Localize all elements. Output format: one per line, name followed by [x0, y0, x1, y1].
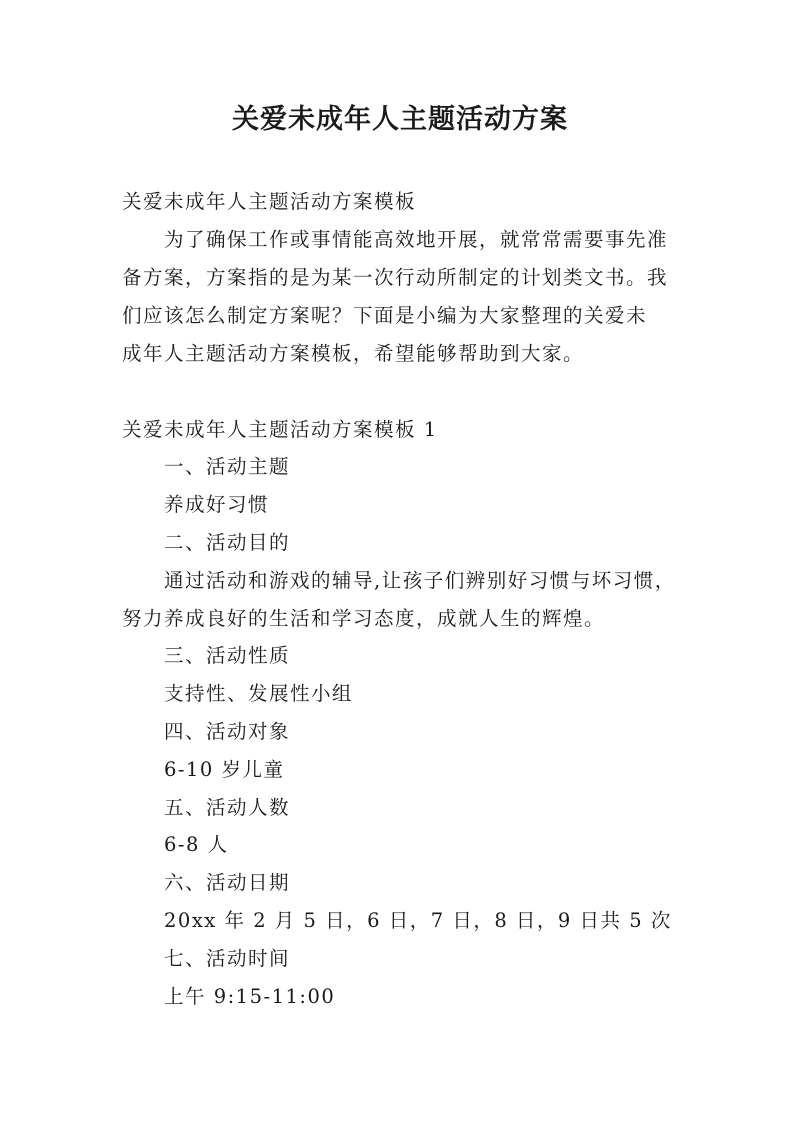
section-heading-theme: 一、活动主题 [164, 455, 291, 478]
section-heading-count: 五、活动人数 [164, 796, 291, 819]
intro-heading: 关爱未成年人主题活动方案模板 [122, 190, 417, 213]
intro-paragraph-line-2: 备方案，方案指的是为某一次行动所制定的计划类文书。我 [122, 266, 669, 289]
section-body-date: 20xx 年 2 月 5 日，6 日，7 日，8 日，9 日共 5 次 [164, 909, 672, 932]
section-heading-purpose: 二、活动目的 [164, 531, 291, 554]
section-heading-time: 七、活动时间 [164, 947, 291, 970]
section-heading-nature: 三、活动性质 [164, 644, 291, 667]
intro-paragraph-line-1: 为了确保工作或事情能高效地开展，就常常需要事先准 [164, 228, 669, 251]
section-body-purpose-line-2: 努力养成良好的生活和学习态度，成就人生的辉煌。 [122, 607, 606, 630]
document-title: 关爱未成年人主题活动方案 [232, 104, 568, 135]
section-heading-target: 四、活动对象 [164, 720, 291, 743]
section-body-theme: 养成好习惯 [164, 493, 270, 516]
section-body-time: 上午 9:15-11:00 [164, 985, 336, 1008]
section-body-nature: 支持性、发展性小组 [164, 682, 354, 705]
intro-paragraph-line-4: 成年人主题活动方案模板，希望能够帮助到大家。 [122, 342, 585, 365]
intro-paragraph-line-3: 们应该怎么制定方案呢？下面是小编为大家整理的关爱未 [122, 304, 648, 327]
template-heading: 关爱未成年人主题活动方案模板 1 [122, 418, 438, 441]
section-body-target: 6-10 岁儿童 [164, 758, 285, 781]
section-heading-date: 六、活动日期 [164, 871, 291, 894]
section-body-count: 6-8 人 [164, 833, 229, 856]
section-body-purpose-line-1: 通过活动和游戏的辅导,让孩子们辨别好习惯与坏习惯， [164, 569, 676, 592]
